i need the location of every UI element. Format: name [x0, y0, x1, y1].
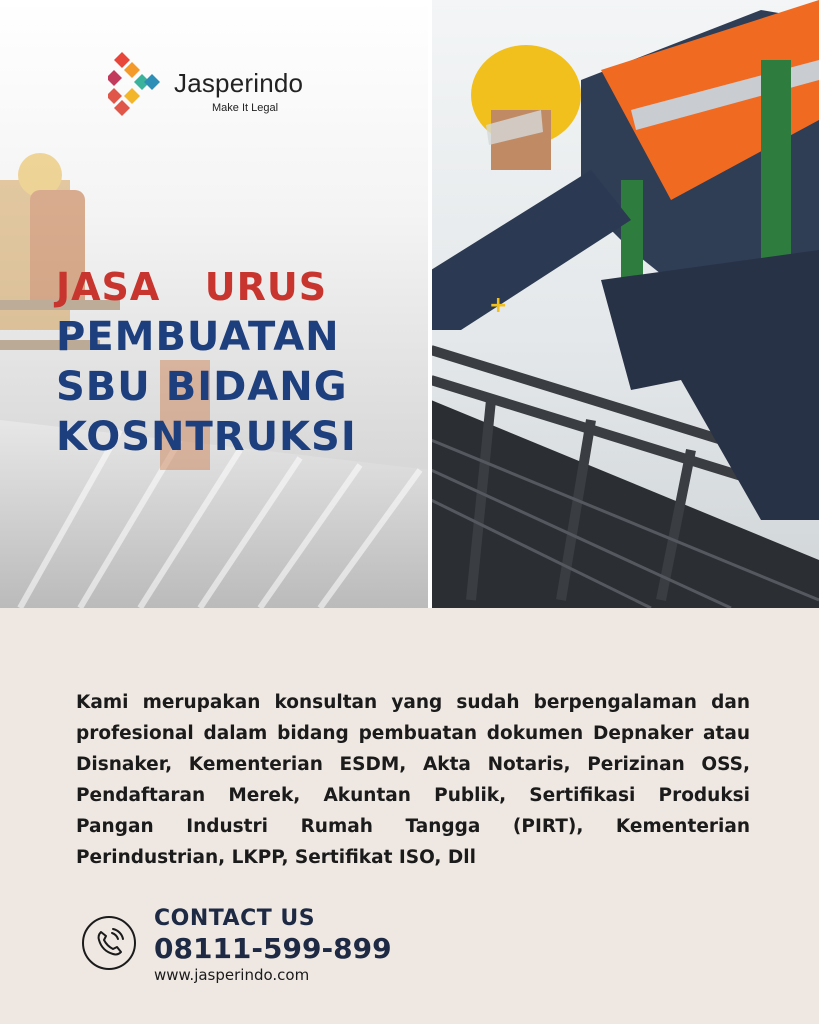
hero-divider	[428, 0, 432, 608]
headline-line-4: KOSNTRUKSI	[56, 414, 357, 460]
svg-text:+: +	[489, 293, 508, 318]
headline-line-1: JASA URUS	[56, 265, 328, 309]
phone-icon	[82, 916, 136, 970]
company-description: Kami merupakan konsultan yang sudah berpengalaman dan profesional dalam bidang pembuatan dokumen Depnaker atau Disnaker, Kementerian ESDM, Akta Notaris, Perizinan OSS, Pendaftaran Merek, Akuntan Publik, Sertifikasi Produksi Pangan Industri Rumah Tangga (PIRT), Kementerian Perindustrian, LKPP, Sertifikat ISO, Dll	[76, 691, 750, 868]
contact-block	[80, 906, 400, 990]
jasperindo-logo-icon	[108, 48, 168, 120]
hero-right-photo	[431, 0, 819, 608]
headline-line-3: SBU BIDANG	[56, 364, 348, 410]
brand-name: Jasperindo	[174, 68, 304, 98]
contact-phone-number[interactable]: 08111-599-899	[154, 932, 392, 965]
headline-line-2: PEMBUATAN	[56, 314, 340, 360]
worker-on-roof-illustration	[431, 0, 819, 608]
contact-title: CONTACT US	[154, 906, 316, 931]
brand-logo	[108, 48, 328, 120]
contact-website[interactable]: www.jasperindo.com	[154, 966, 310, 984]
headline	[56, 262, 416, 462]
brand-tagline: Make It Legal	[212, 102, 279, 114]
